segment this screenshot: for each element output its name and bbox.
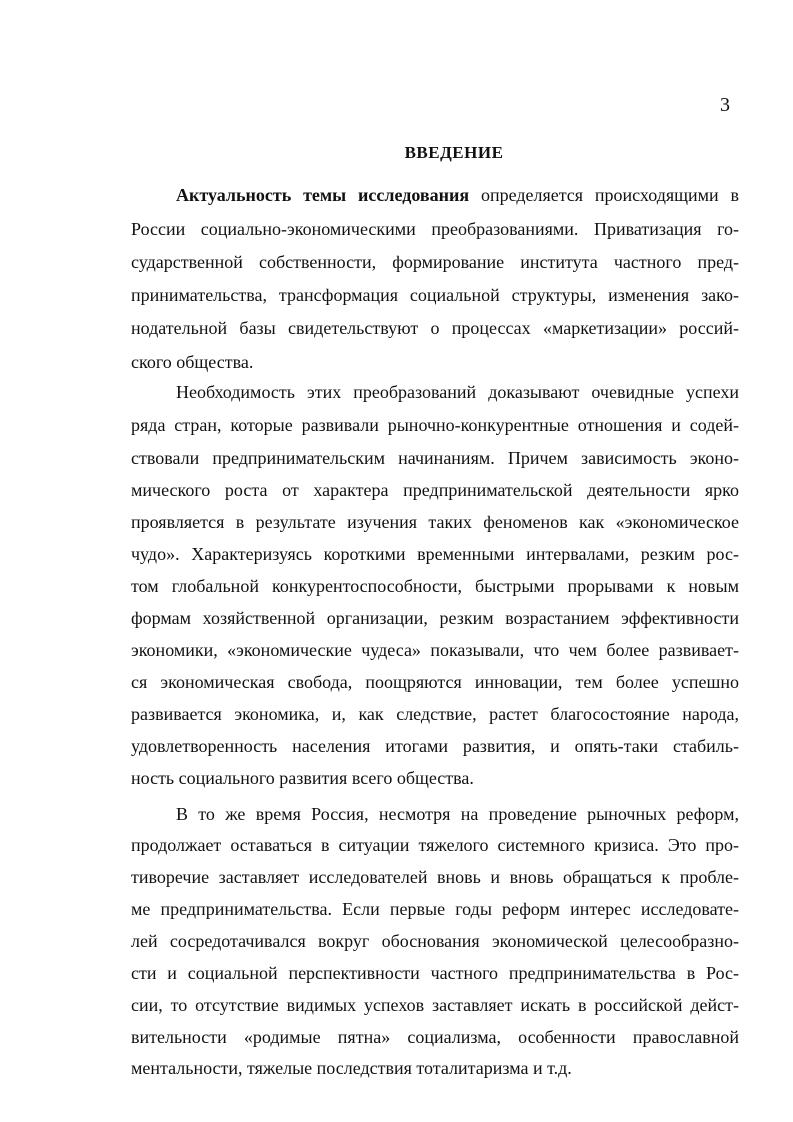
paragraph-line: нодательной базы свидетельствуют о процессах «маркетизации» россий- xyxy=(131,318,739,338)
paragraph-line: ряда стран, которые развивали рыночно-конкурентные отношения и содей- xyxy=(131,415,739,435)
paragraph-line: развивается экономика, и, как следствие, растет благосостояние народа, xyxy=(131,704,739,724)
paragraph-line: том глобальной конкурентоспособности, быстрыми прорывами к новым xyxy=(131,576,739,596)
paragraph-line: сии, то отсутствие видимых успехов заставляет искать в российской дейст- xyxy=(131,995,739,1015)
paragraph-line: мического роста от характера предпринимательской деятельности ярко xyxy=(131,480,739,500)
paragraph-line: принимательства, трансформация социальной структуры, изменения зако- xyxy=(131,285,739,305)
paragraph-line: вительности «родимые пятна» социализма, особенности православной xyxy=(131,1027,739,1047)
paragraph-line: удовлетворенность населения итогами развития, и опять-таки стабиль- xyxy=(131,736,739,756)
paragraph-line: России социально-экономическими преобразованиями. Приватизация го- xyxy=(131,219,739,239)
paragraph-line: тиворечие заставляет исследователей вновь и вновь обращаться к пробле- xyxy=(131,867,739,887)
page-number: 3 xyxy=(720,94,730,116)
paragraph-line: сти и социальной перспективности частного предпринимательства в Рос- xyxy=(131,963,739,983)
paragraph-line: чудо». Характеризуясь короткими временными интервалами, резким рос- xyxy=(131,544,739,564)
paragraph-line: лей сосредотачивался вокруг обоснования экономической целесообразно- xyxy=(131,931,739,951)
paragraph-line: ментальности, тяжелые последствия тоталитаризма и т.д. xyxy=(131,1058,572,1078)
paragraph-2-line-1: Необходимость этих преобразований доказывают очевидные успехи xyxy=(176,382,739,402)
paragraph-line: продолжает оставаться в ситуации тяжелого системного кризиса. Это про- xyxy=(131,835,739,855)
paragraph-3-line-1: В то же время Россия, несмотря на проведение рыночных реформ, xyxy=(176,804,739,824)
paragraph-line: ме предпринимательства. Если первые годы реформ интерес исследовате- xyxy=(131,899,739,919)
text-span: определяется происходящими в xyxy=(469,185,740,205)
paragraph-line: ского общества. xyxy=(131,352,254,372)
paragraph-line: формам хозяйственной организации, резким возрастанием эффективности xyxy=(131,608,739,628)
paragraph-line: ность социального развития всего общества. xyxy=(131,768,474,788)
paragraph-line: проявляется в результате изучения таких феноменов как «экономическое xyxy=(131,512,739,532)
bold-lead: Актуальность темы исследования xyxy=(176,185,470,205)
paragraph-line: сударственной собственности, формирование института частного пред- xyxy=(131,252,739,272)
paragraph-1-line-1 xyxy=(176,183,739,207)
paragraph-line: ся экономическая свобода, поощряются инновации, тем более успешно xyxy=(131,672,739,692)
paragraph-line: ствовали предпринимательским начинаниям. Причем зависимость эконо- xyxy=(131,448,739,468)
section-heading: ВВЕДЕНИЕ xyxy=(404,143,504,162)
paragraph-line: экономики, «экономические чудеса» показывали, что чем более развивает- xyxy=(131,640,739,660)
